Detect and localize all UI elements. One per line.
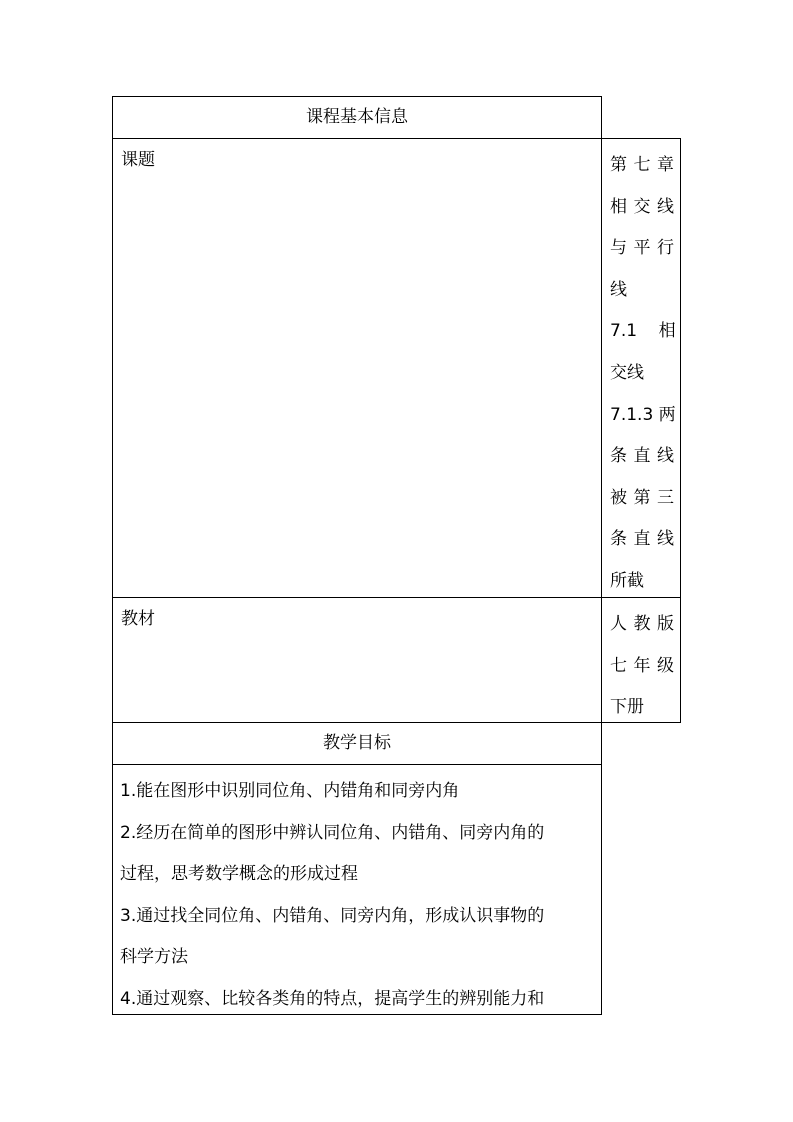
- topic-value-line: 第七章: [610, 155, 674, 175]
- topic-value-line: 与平行: [610, 238, 674, 259]
- topic-value-line: 线: [610, 279, 627, 300]
- textbook-value-line: 人教版: [610, 614, 674, 634]
- topic-label: 课题: [121, 150, 155, 170]
- topic-value-line: 7.1 相: [610, 321, 676, 342]
- topic-value-line: 所截: [610, 570, 644, 591]
- course-info-header-text: 课程基本信息: [306, 107, 408, 127]
- goal-line: 科学方法: [120, 947, 188, 968]
- topic-value-line: 交线: [610, 362, 644, 383]
- goal-line: 过程，思考数学概念的形成过程: [120, 864, 358, 885]
- goal-line: 2.经历在简单的图形中辨认同位角、内错角、同旁内角的: [120, 822, 545, 843]
- teaching-goals-header: [112, 722, 602, 765]
- teaching-goals-header-text: 教学目标: [323, 733, 391, 753]
- course-info-header: [112, 96, 602, 139]
- textbook-label: 教材: [121, 609, 155, 629]
- textbook-value-cell: [601, 597, 681, 723]
- goal-line: 1.能在图形中识别同位角、内错角和同旁内角: [120, 781, 460, 801]
- topic-value-line: 7.1.3 两: [610, 404, 676, 425]
- textbook-label-cell: [112, 597, 602, 723]
- textbook-value-line: 下册: [610, 697, 644, 718]
- goal-line: 4.通过观察、比较各类角的特点，提高学生的辨别能力和: [120, 988, 545, 1009]
- topic-value-line: 条直线: [610, 529, 674, 550]
- textbook-value-line: 七年级: [610, 655, 674, 676]
- topic-value-line: 相交线: [610, 196, 674, 217]
- topic-value-cell: [601, 138, 681, 598]
- teaching-goals-content: [112, 764, 602, 1015]
- topic-label-cell: [112, 138, 602, 598]
- topic-value-line: 被第三: [610, 487, 674, 508]
- goal-line: 3.通过找全同位角、内错角、同旁内角，形成认识事物的: [120, 905, 545, 926]
- topic-value-line: 条直线: [610, 446, 674, 467]
